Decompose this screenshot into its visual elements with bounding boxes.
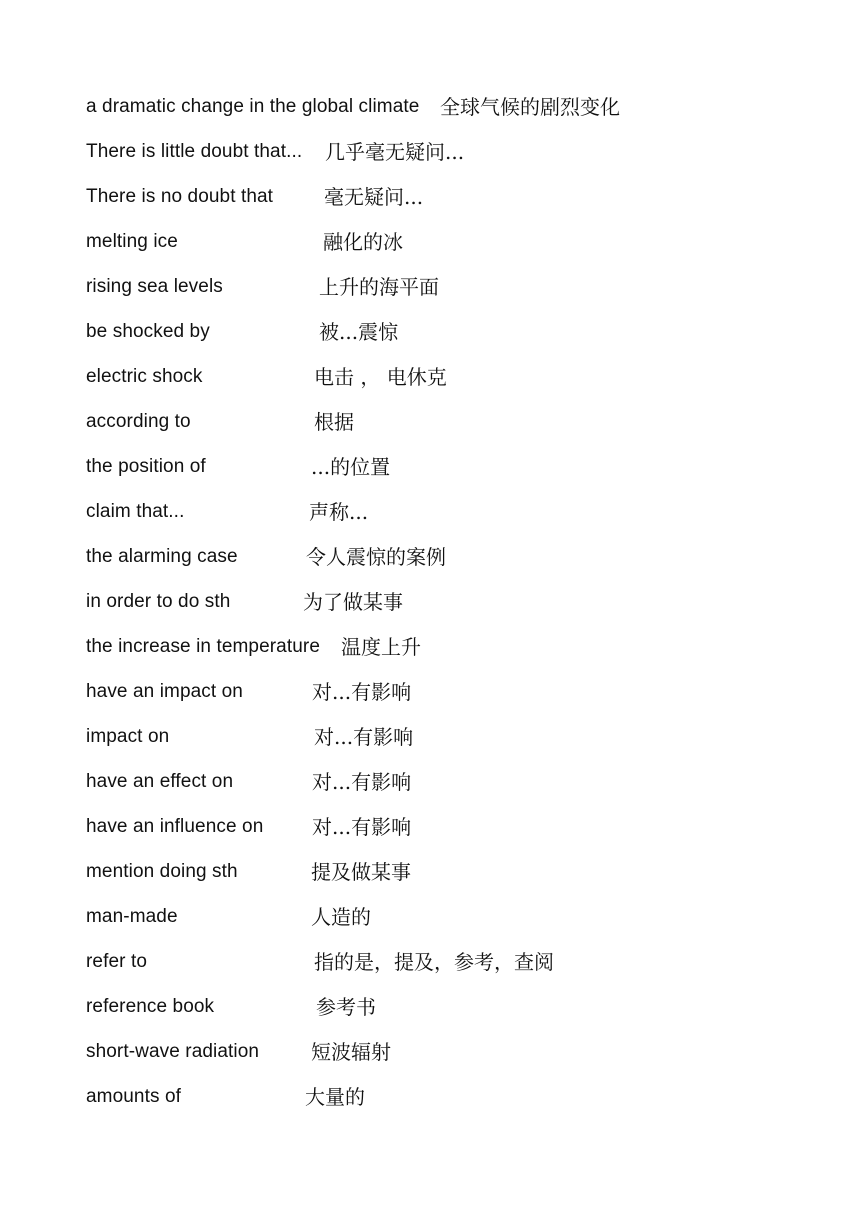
chinese-translation: 大量的 bbox=[305, 1085, 365, 1109]
vocab-row bbox=[86, 450, 786, 495]
english-term: a dramatic change in the global climate bbox=[86, 96, 420, 117]
english-term: electric shock bbox=[86, 366, 203, 387]
vocabulary-list bbox=[86, 90, 786, 1125]
chinese-translation: 对...有影响 bbox=[312, 815, 412, 839]
vocab-row bbox=[86, 585, 786, 630]
english-term: in order to do sth bbox=[86, 591, 231, 612]
vocab-row bbox=[86, 360, 786, 405]
vocab-row bbox=[86, 630, 786, 675]
chinese-translation: 令人震惊的案例 bbox=[306, 545, 446, 569]
vocab-row bbox=[86, 135, 786, 180]
english-term: There is little doubt that... bbox=[86, 141, 303, 162]
chinese-translation: 全球气候的剧烈变化 bbox=[440, 95, 620, 119]
vocab-row bbox=[86, 495, 786, 540]
chinese-translation: 人造的 bbox=[311, 905, 371, 929]
chinese-translation: 参考书 bbox=[316, 995, 376, 1019]
chinese-translation: 对...有影响 bbox=[312, 680, 412, 704]
vocab-row bbox=[86, 990, 786, 1035]
vocab-row bbox=[86, 225, 786, 270]
chinese-translation: 上升的海平面 bbox=[319, 275, 439, 299]
vocab-row bbox=[86, 540, 786, 585]
english-term: impact on bbox=[86, 726, 170, 747]
chinese-translation: 提及做某事 bbox=[311, 860, 411, 884]
vocab-row bbox=[86, 945, 786, 990]
english-term: according to bbox=[86, 411, 191, 432]
chinese-translation: ...的位置 bbox=[311, 455, 391, 479]
english-term: reference book bbox=[86, 996, 215, 1017]
english-term: the alarming case bbox=[86, 546, 238, 567]
chinese-translation: 电击 ， 电休克 bbox=[314, 365, 447, 389]
chinese-translation: 融化的冰 bbox=[323, 230, 403, 254]
chinese-translation: 被...震惊 bbox=[319, 320, 399, 344]
english-term: the position of bbox=[86, 456, 206, 477]
chinese-translation: 温度上升 bbox=[341, 635, 421, 659]
vocab-row bbox=[86, 765, 786, 810]
chinese-translation: 根据 bbox=[314, 410, 354, 434]
english-term: be shocked by bbox=[86, 321, 210, 342]
chinese-translation: 对...有影响 bbox=[314, 725, 414, 749]
english-term: short-wave radiation bbox=[86, 1041, 260, 1062]
english-term: have an effect on bbox=[86, 771, 234, 792]
chinese-translation: 几乎毫无疑问... bbox=[325, 140, 465, 164]
vocab-row bbox=[86, 855, 786, 900]
vocab-row bbox=[86, 315, 786, 360]
english-term: refer to bbox=[86, 951, 147, 972]
chinese-translation: 为了做某事 bbox=[303, 590, 403, 614]
english-term: the increase in temperature bbox=[86, 636, 320, 657]
vocab-row bbox=[86, 270, 786, 315]
english-term: mention doing sth bbox=[86, 861, 238, 882]
english-term: have an influence on bbox=[86, 816, 264, 837]
vocab-row bbox=[86, 405, 786, 450]
vocab-row bbox=[86, 810, 786, 855]
english-term: claim that... bbox=[86, 501, 185, 522]
vocab-row bbox=[86, 720, 786, 765]
chinese-translation: 对...有影响 bbox=[312, 770, 412, 794]
vocab-row bbox=[86, 1035, 786, 1080]
chinese-translation: 指的是，提及，参考，查阅 bbox=[314, 950, 554, 974]
english-term: amounts of bbox=[86, 1086, 181, 1107]
chinese-translation: 短波辐射 bbox=[311, 1040, 391, 1064]
english-term: have an impact on bbox=[86, 681, 243, 702]
vocab-row bbox=[86, 90, 786, 135]
vocab-row bbox=[86, 1080, 786, 1125]
english-term: There is no doubt that bbox=[86, 186, 274, 207]
chinese-translation: 毫无疑问... bbox=[324, 185, 424, 209]
vocab-row bbox=[86, 900, 786, 945]
chinese-translation: 声称... bbox=[309, 500, 369, 524]
english-term: man-made bbox=[86, 906, 178, 927]
vocab-row bbox=[86, 180, 786, 225]
english-term: melting ice bbox=[86, 231, 178, 252]
vocab-row bbox=[86, 675, 786, 720]
english-term: rising sea levels bbox=[86, 276, 223, 297]
